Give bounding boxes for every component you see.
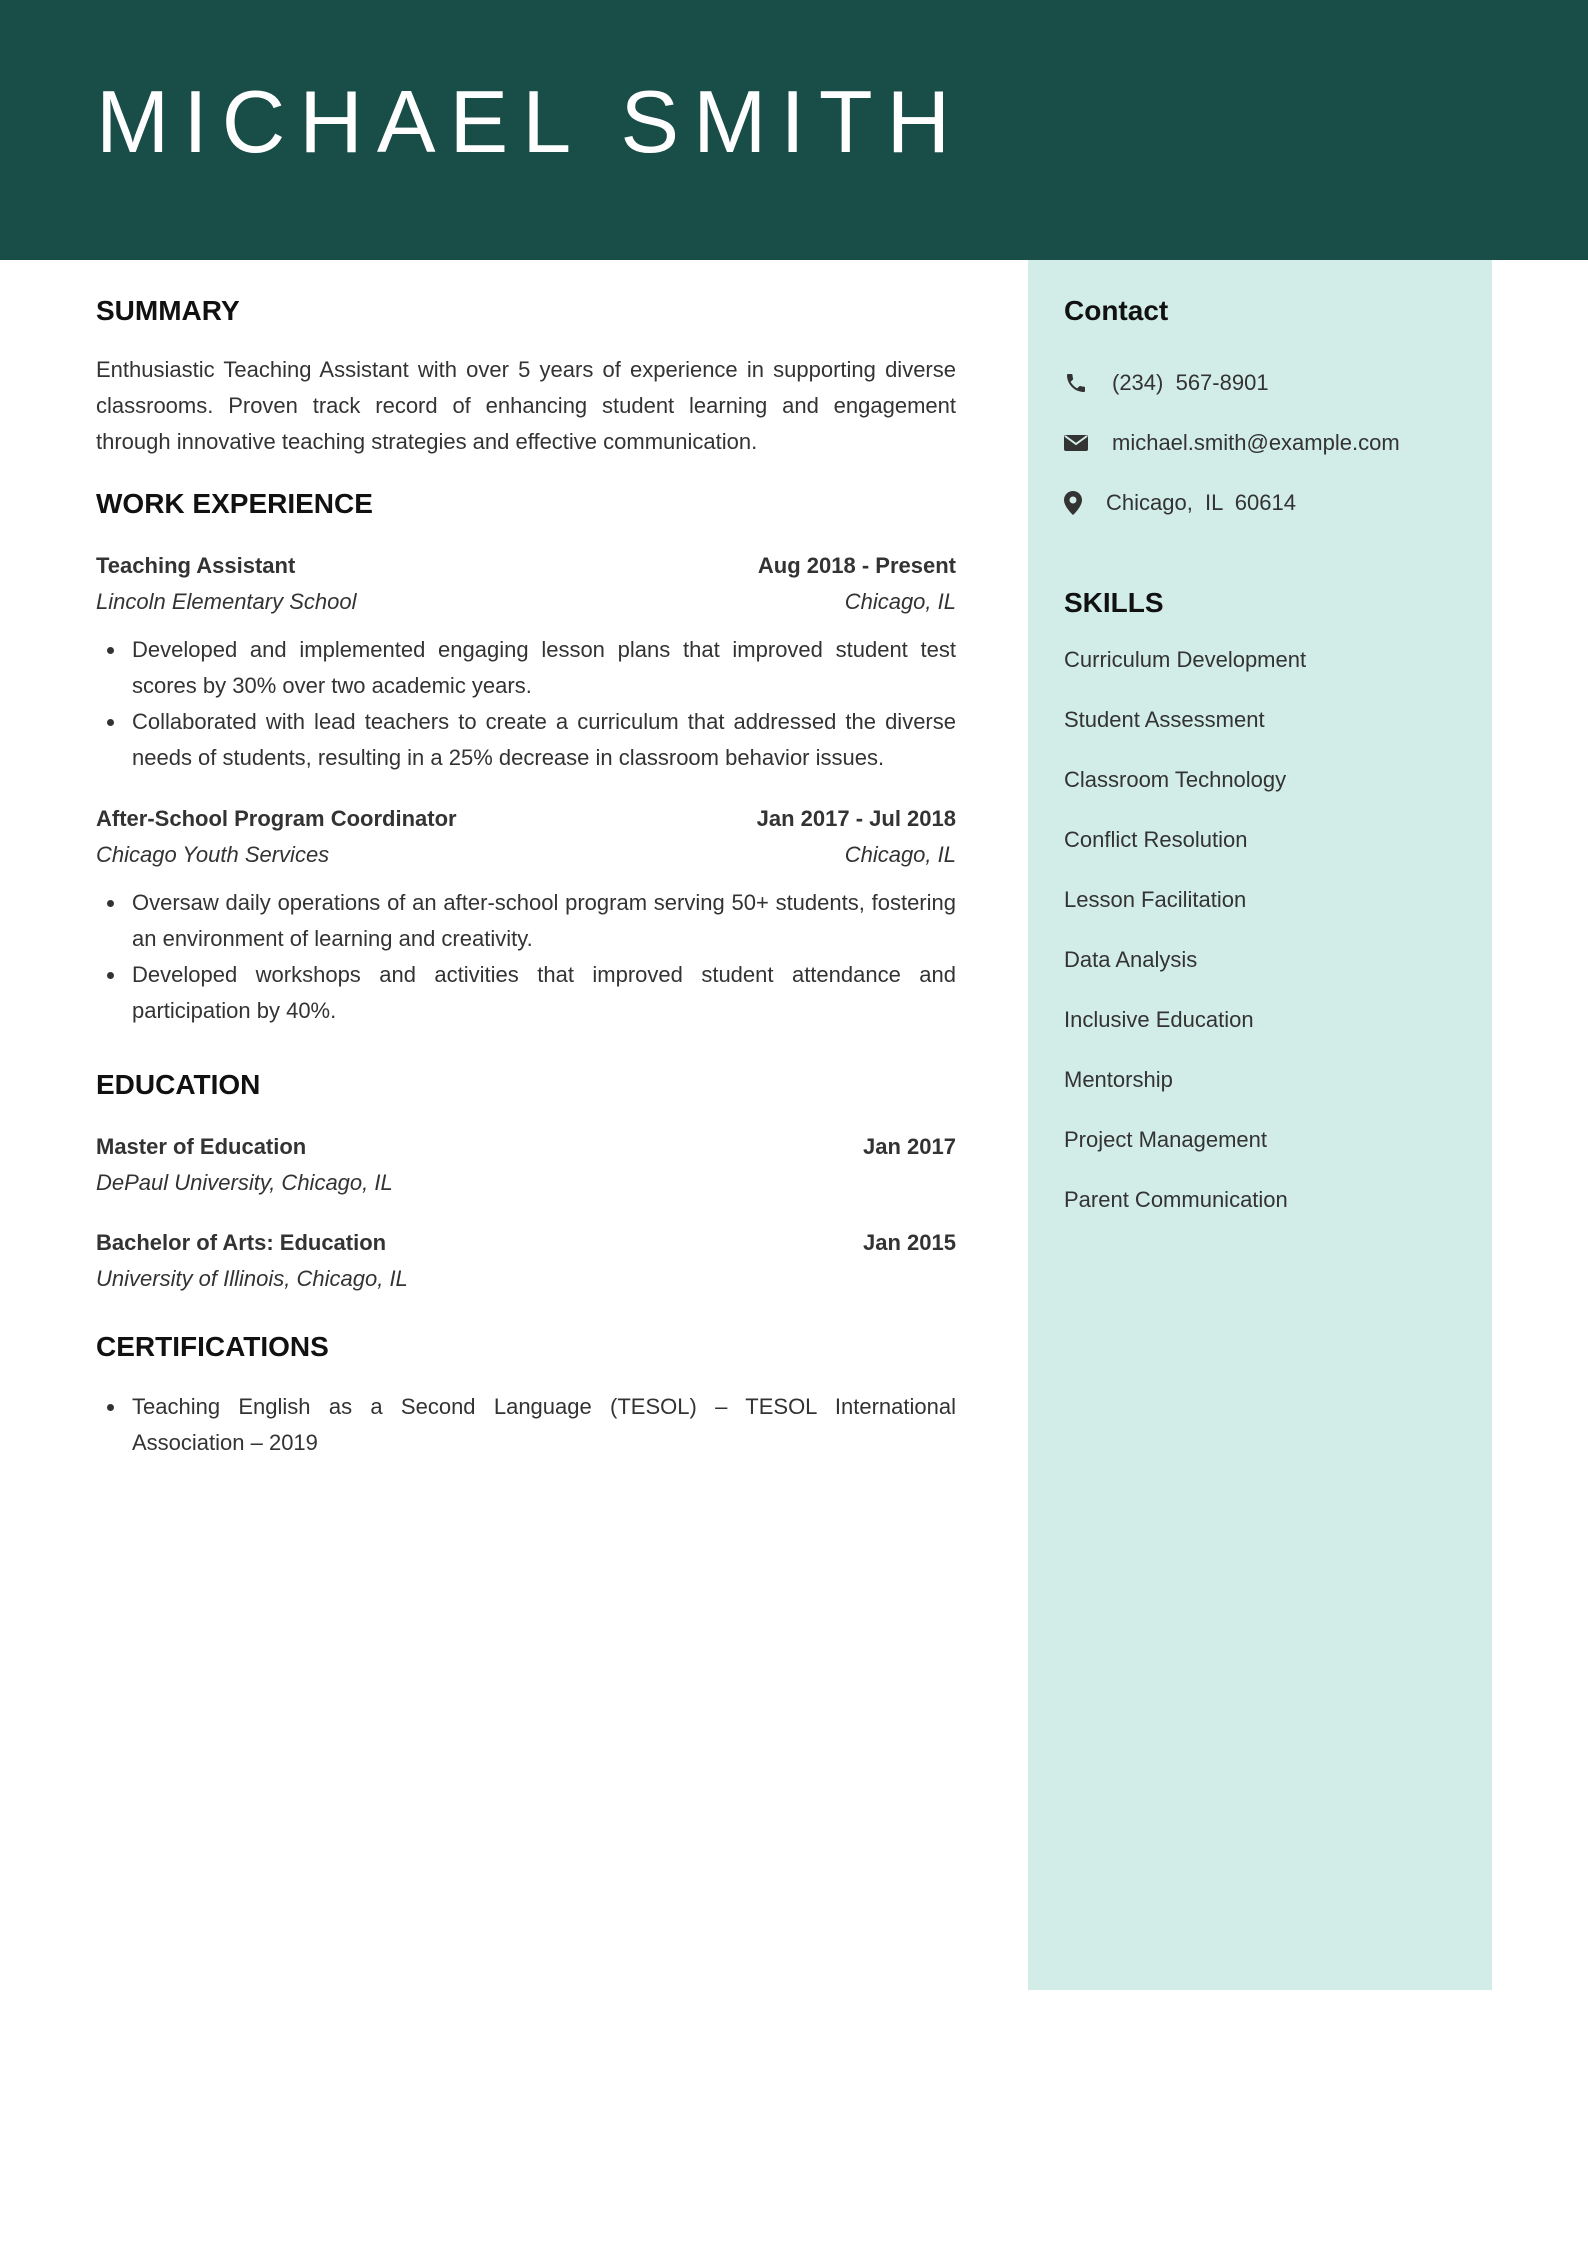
education-entry [96,1129,956,1201]
skill-item: Mentorship [1064,1067,1173,1092]
contact-heading: Contact [1064,295,1169,326]
job-location: Chicago, IL [844,842,956,867]
skills-heading: SKILLS [1064,587,1164,618]
main-column [96,260,956,1461]
skill-item: Classroom Technology [1064,767,1287,792]
summary-section [96,297,956,460]
skill-item: Conflict Resolution [1064,827,1248,852]
certifications-heading: CERTIFICATIONS [96,1331,329,1362]
phone-icon [1064,371,1090,395]
job-dates: Aug 2018 - Present [757,553,956,578]
job-entry [96,548,956,776]
contact-location [1064,485,1464,521]
skills-list [1064,642,1464,1242]
skill-item: Parent Communication [1064,1187,1288,1212]
skill-item: Curriculum Development [1064,647,1307,672]
experience-heading: WORK EXPERIENCE [96,488,373,519]
phone-number[interactable]: (234) 567-8901 [1112,370,1269,395]
job-entry [96,801,956,1029]
job-location: Chicago, IL [844,589,956,614]
education-heading: EDUCATION [96,1069,261,1100]
skill-item: Lesson Facilitation [1064,887,1247,912]
skill-item: Student Assessment [1064,707,1265,732]
contact-phone [1064,365,1464,401]
skill-item: Data Analysis [1064,947,1198,972]
summary-heading: SUMMARY [96,295,240,326]
certifications-section [96,1333,956,1461]
candidate-name: MICHAEL SMITH [96,72,965,171]
job-bullet: Developed and implemented engaging lesson plans that improved student test scores by 30% over two academic years. [132,632,956,704]
job-bullet: Collaborated with lead teachers to create a curriculum that addressed the diverse needs of students, resulting in a 25% decrease in classroom behavior issues. [132,704,956,776]
job-role: After-School Program Coordinator [96,806,457,831]
school: DePaul University, Chicago, IL [96,1170,393,1195]
certification-item: Teaching English as a Second Language (TESOL) – TESOL International Association – 2019 [132,1389,956,1461]
envelope-icon [1064,433,1090,453]
skill-item: Inclusive Education [1064,1007,1254,1032]
job-bullet: Oversaw daily operations of an after-school program serving 50+ students, fostering an environment of learning and creativity. [132,885,956,957]
degree: Master of Education [96,1134,307,1159]
contact-email [1064,425,1464,461]
job-role: Teaching Assistant [96,553,296,578]
degree: Bachelor of Arts: Education [96,1230,387,1255]
experience-section [96,490,956,1029]
education-entry [96,1225,956,1297]
email-address[interactable]: michael.smith@example.com [1112,430,1400,455]
degree-date: Jan 2015 [863,1230,956,1255]
job-bullet: Developed workshops and activities that improved student attendance and participation by 40%. [132,957,956,1029]
sidebar [1028,260,1492,1990]
summary-text: Enthusiastic Teaching Assistant with over 5 years of experience in supporting diverse classrooms. Proven track record of enhancing student learning and engagement through innovative teaching strategies and effective communication. [96,357,956,454]
map-marker-icon [1064,491,1084,515]
skill-item: Project Management [1064,1127,1267,1152]
certification-list [96,1389,956,1461]
header-banner [0,0,1588,260]
job-dates: Jan 2017 - Jul 2018 [756,806,956,831]
job-org: Chicago Youth Services [96,842,330,867]
school: University of Illinois, Chicago, IL [96,1266,408,1291]
location-text: Chicago, IL 60614 [1106,490,1296,515]
job-bullets [96,632,956,776]
education-section [96,1071,956,1297]
degree-date: Jan 2017 [863,1134,956,1159]
job-org: Lincoln Elementary School [96,589,357,614]
job-bullets [96,885,956,1029]
